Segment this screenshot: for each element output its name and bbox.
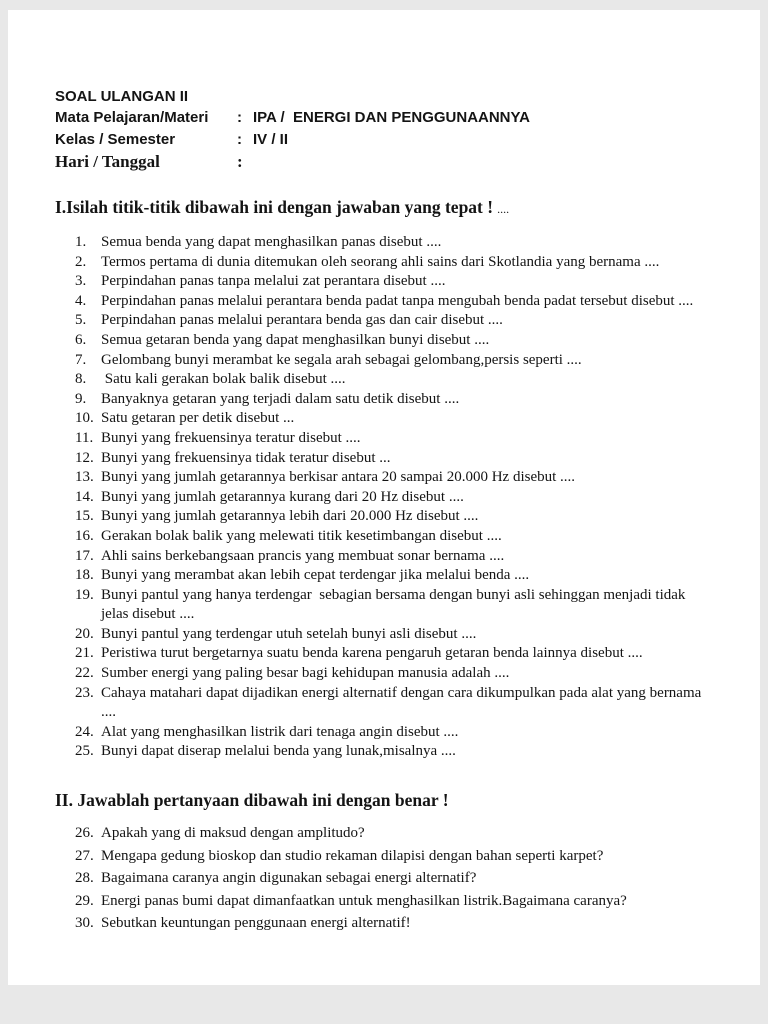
- meta-separator: :: [237, 109, 242, 126]
- question-number: 4.: [75, 292, 87, 309]
- question-text: Mengapa gedung bioskop dan studio rekaman dilapisi dengan bahan seperti karpet?: [101, 847, 604, 864]
- question-number: 7.: [75, 351, 87, 368]
- meta-row-subject: [55, 107, 714, 129]
- question-item: [75, 566, 714, 586]
- question-item: [75, 507, 714, 527]
- question-number: 1.: [75, 234, 87, 250]
- question-number: 21.: [75, 645, 94, 662]
- question-number: 13.: [75, 469, 94, 486]
- question-number: 24.: [75, 723, 94, 740]
- question-text: Semua getaran benda yang dapat menghasilkan bunyi disebut ....: [101, 331, 490, 348]
- question-number: 19.: [75, 586, 94, 603]
- question-text: Termos pertama di dunia ditemukan oleh seorang ahli sains dari Skotlandia yang bernama ....: [101, 253, 660, 270]
- question-text: Peristiwa turut bergetarnya suatu benda karena pengaruh getaran benda lainnya disebut ....: [101, 645, 643, 662]
- meta-row-date: [55, 150, 714, 173]
- question-number: 27.: [75, 847, 94, 864]
- question-text: Apakah yang di maksud dengan amplitudo?: [101, 825, 365, 842]
- question-item: [75, 824, 714, 844]
- question-item: [75, 233, 714, 253]
- question-item: [75, 370, 714, 390]
- question-item: [75, 409, 714, 429]
- question-number: 20.: [75, 625, 94, 642]
- question-number: 3.: [75, 273, 87, 290]
- question-number: 14.: [75, 488, 94, 505]
- question-item: [75, 449, 714, 469]
- question-number: 30.: [75, 915, 94, 932]
- meta-value-subject: IPA / ENERGI DAN PENGGUNAANNYA: [253, 109, 530, 126]
- document-title: SOAL ULANGAN II: [55, 88, 189, 105]
- question-item: [75, 625, 714, 645]
- question-item: [75, 847, 714, 867]
- question-item: [75, 488, 714, 508]
- question-item: [75, 684, 714, 723]
- question-number: 18.: [75, 567, 94, 584]
- question-number: 11.: [75, 429, 94, 446]
- question-text: Cahaya matahari dapat dijadikan energi alternatif dengan cara dikumpulkan pada alat yang bernama ....: [101, 684, 706, 721]
- question-number: 10.: [75, 410, 94, 427]
- question-item: [75, 664, 714, 684]
- question-number: 9.: [75, 390, 87, 407]
- meta-label-subject: Mata Pelajaran/Materi: [55, 109, 209, 126]
- meta-value-class: IV / II: [253, 130, 289, 148]
- question-number: 15.: [75, 508, 94, 525]
- section1-heading: [55, 195, 714, 221]
- meta-label-date: Hari / Tanggal: [55, 152, 160, 171]
- question-text: Bunyi yang jumlah getarannya lebih dari 20.000 Hz disebut ....: [101, 508, 479, 525]
- question-item: [75, 914, 714, 934]
- question-number: 8.: [75, 371, 87, 388]
- question-text: Bunyi dapat diserap melalui benda yang lunak,misalnya ....: [101, 743, 456, 760]
- question-text: Bunyi pantul yang terdengar utuh setelah bunyi asli disebut ....: [101, 625, 477, 642]
- question-number: 22.: [75, 665, 94, 682]
- question-number: 12.: [75, 449, 94, 466]
- question-text: Semua benda yang dapat menghasilkan panas disebut ....: [101, 234, 442, 250]
- question-number: 6.: [75, 331, 87, 348]
- question-text: Bunyi pantul yang hanya terdengar sebagian bersama dengan bunyi asli sehinggan menjadi tidak jelas disebut ....: [101, 586, 690, 623]
- question-item: [75, 892, 714, 912]
- question-text: Alat yang menghasilkan listrik dari tenaga angin disebut ....: [101, 723, 459, 740]
- section1-question-list: [55, 233, 714, 762]
- section2-heading: II. Jawablah pertanyaan dibawah ini dengan benar !: [55, 790, 449, 811]
- question-text: Sebutkan keuntungan penggunaan energi alternatif!: [101, 915, 411, 932]
- question-item: [75, 644, 714, 664]
- question-number: 17.: [75, 547, 94, 564]
- question-number: 5.: [75, 312, 87, 329]
- question-number: 29.: [75, 892, 94, 909]
- question-text: Perpindahan panas melalui perantara benda padat tanpa mengubah benda padat tersebut disebut ....: [101, 292, 694, 309]
- question-number: 25.: [75, 743, 94, 760]
- document-page: [8, 10, 760, 985]
- question-text: Satu getaran per detik disebut ...: [101, 410, 295, 427]
- question-text: Sumber energi yang paling besar bagi kehidupan manusia adalah ....: [101, 665, 510, 682]
- question-text: Satu kali gerakan bolak balik disebut ....: [101, 371, 346, 388]
- question-text: Energi panas bumi dapat dimanfaatkan untuk menghasilkan listrik.Bagaimana caranya?: [101, 892, 627, 909]
- question-item: [75, 253, 714, 273]
- question-number: 26.: [75, 825, 94, 842]
- question-text: Bagaimana caranya angin digunakan sebagai energi alternatif?: [101, 870, 477, 887]
- question-item: [75, 311, 714, 331]
- question-item: [75, 723, 714, 743]
- question-item: [75, 527, 714, 547]
- question-number: 23.: [75, 684, 94, 701]
- section2-question-list: [55, 824, 714, 934]
- question-item: [75, 869, 714, 889]
- meta-separator: :: [237, 130, 242, 148]
- question-text: Perpindahan panas tanpa melalui zat perantara disebut ....: [101, 273, 446, 290]
- question-item: [75, 272, 714, 292]
- question-item: [75, 351, 714, 371]
- section1-heading-dots: ....: [497, 202, 510, 216]
- question-text: Perpindahan panas melalui perantara benda gas dan cair disebut ....: [101, 312, 503, 329]
- question-number: 16.: [75, 527, 94, 544]
- question-item: [75, 429, 714, 449]
- question-text: Banyaknya getaran yang terjadi dalam satu detik disebut ....: [101, 390, 460, 407]
- section1-heading-text: I.Isilah titik-titik dibawah ini dengan jawaban yang tepat !: [55, 197, 494, 217]
- question-text: Bunyi yang jumlah getarannya berkisar antara 20 sampai 20.000 Hz disebut ....: [101, 469, 576, 486]
- question-text: Bunyi yang frekuensinya tidak teratur disebut ...: [101, 449, 391, 466]
- meta-label-class: Kelas / Semester: [55, 130, 176, 148]
- question-text: Bunyi yang frekuensinya teratur disebut ....: [101, 429, 361, 446]
- question-text: Bunyi yang jumlah getarannya kurang dari 20 Hz disebut ....: [101, 488, 464, 505]
- question-item: [75, 547, 714, 567]
- meta-row-class: [55, 129, 714, 151]
- question-item: [75, 742, 714, 762]
- question-item: [75, 390, 714, 410]
- question-number: 28.: [75, 870, 94, 887]
- meta-separator: :: [237, 152, 243, 171]
- question-item: [75, 292, 714, 312]
- question-number: 2.: [75, 253, 87, 270]
- question-text: Bunyi yang merambat akan lebih cepat terdengar jika melalui benda ....: [101, 567, 530, 584]
- question-text: Gerakan bolak balik yang melewati titik kesetimbangan disebut ....: [101, 527, 502, 544]
- question-text: Gelombang bunyi merambat ke segala arah sebagai gelombang,persis seperti ....: [101, 351, 582, 368]
- question-item: [75, 468, 714, 488]
- question-item: [75, 331, 714, 351]
- question-item: [75, 586, 714, 625]
- question-text: Ahli sains berkebangsaan prancis yang membuat sonar bernama ....: [101, 547, 505, 564]
